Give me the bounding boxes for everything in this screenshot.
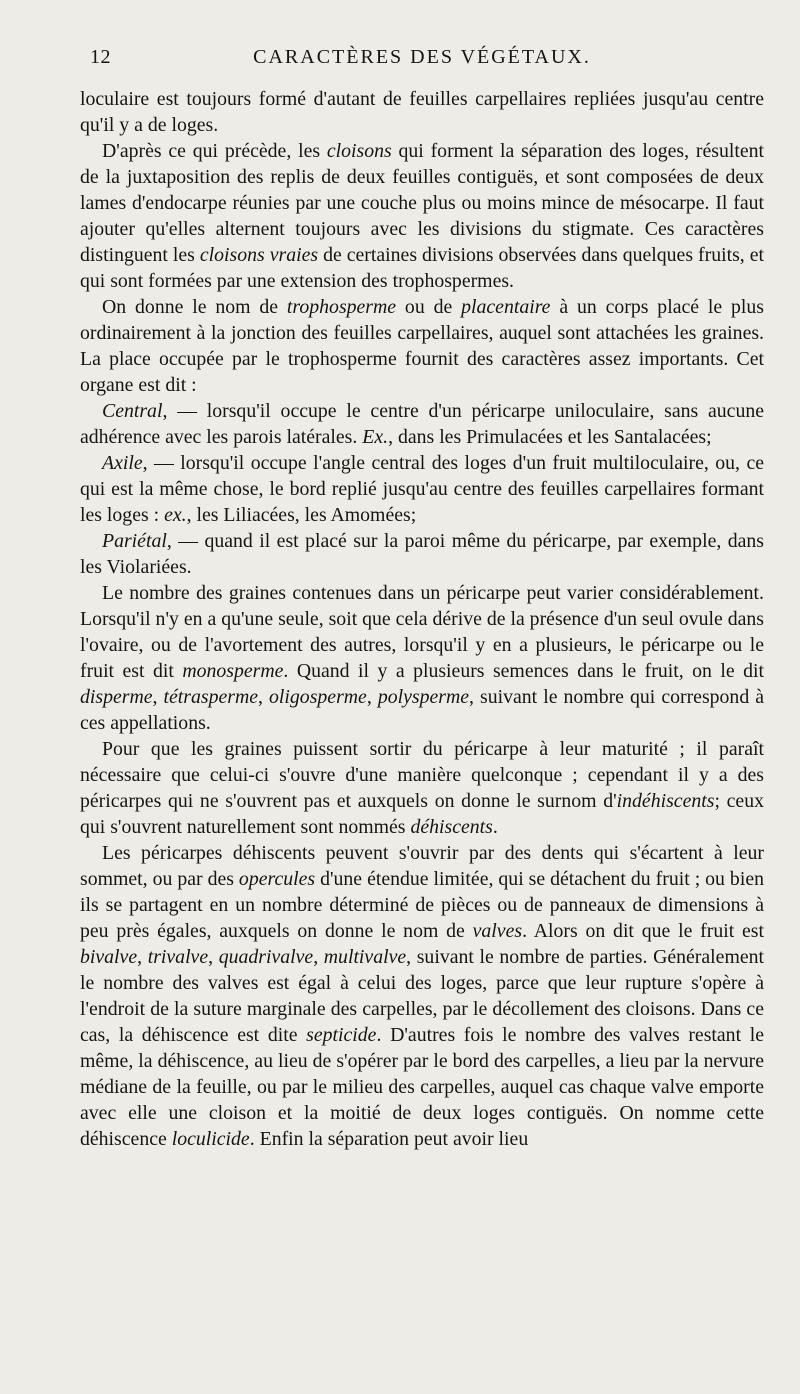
italic-term: quadrivalve: [218, 946, 314, 968]
italic-term: oligosperme: [269, 686, 367, 708]
text-run: . Enfin la séparation peut avoir lieu: [249, 1128, 529, 1150]
italic-term: disperme: [80, 686, 153, 708]
italic-term: déhiscents: [410, 816, 493, 838]
text-run: ,: [366, 686, 378, 708]
italic-term: septicide: [306, 1024, 377, 1046]
text-run: . Quand il y a plusieurs semences dans le fruit, on le dit: [283, 660, 765, 682]
text-run: On donne le nom de: [102, 296, 287, 318]
italic-term: monosperme: [182, 660, 284, 682]
text-run: , suivant le nombre de parties. Généralement le nombre des valves est égal à celui des loges, parce que leur rupture s'opère à l'endroit de la suture marginale des carpelles, par le décollement des cloisons. Dans ce cas, la déhiscence est dite: [80, 946, 764, 1046]
text-run: ,: [313, 946, 324, 968]
text-run: , — quand il est placé sur la paroi même du péricarpe, par exemple, dans les Violariées.: [80, 530, 764, 578]
paragraph: [80, 294, 764, 398]
italic-term: polysperme: [377, 686, 470, 708]
text-run: ,: [208, 946, 219, 968]
text-run: , — lorsqu'il occupe le centre d'un péricarpe uniloculaire, sans aucune adhérence avec les parois latérales.: [80, 400, 764, 448]
italic-term: Ex.: [362, 426, 389, 448]
text-run: ,: [258, 686, 270, 708]
italic-term: tétrasperme: [163, 686, 259, 708]
italic-term: loculicide: [171, 1128, 250, 1150]
page-header: [80, 46, 764, 86]
italic-term: ex.: [164, 504, 187, 526]
text-run: loculaire est toujours formé d'autant de feuilles carpellaires repliées jusqu'au centre qu'il y a de loges.: [80, 88, 764, 136]
text-run: Les péricarpes déhiscents peuvent s'ouvrir par des dents qui s'écartent à leur sommet, ou par des: [80, 842, 764, 890]
text-run: Le nombre des graines contenues dans un péricarpe peut varier considérablement. Lorsqu'il n'y en a qu'une seule, soit que cela dérive de la présence d'un seul ovule dans l'ovaire, ou de l'avortement des autres, lorsqu'il y en a plusieurs, le péricarpe ou le fruit est dit: [80, 582, 764, 682]
paragraph: [80, 138, 764, 294]
text-run: qui forment la séparation des loges, résultent de la juxtaposition des replis de deux feuilles contiguës, et sont composées de deux lames d'endocarpe réunies par une couche plus ou moins mince de mésocarpe. Il faut ajouter qu'elles alternent toujours avec les divisions du stigmate. Ces caractères distinguent les: [80, 140, 764, 266]
text-run: ,: [152, 686, 164, 708]
text-run: ; ceux qui s'ouvrent naturellement sont nommés: [80, 790, 764, 838]
italic-term: placentaire: [461, 296, 551, 318]
text-run: , — lorsqu'il occupe l'angle central des loges d'un fruit multiloculaire, ou, ce qui est la même chose, le bord replié jusqu'au centre des feuilles carpellaires formant les loges :: [80, 452, 764, 526]
italic-term: indéhiscents: [616, 790, 715, 812]
paragraph: [80, 580, 764, 736]
italic-term: Axile: [102, 452, 143, 474]
paragraph: [80, 528, 764, 580]
paragraph: [80, 86, 764, 138]
text-run: ,: [137, 946, 148, 968]
italic-term: cloisons vraies: [199, 244, 319, 266]
italic-term: opercules: [238, 868, 316, 890]
paragraph: [80, 450, 764, 528]
italic-term: Pariétal: [102, 530, 167, 552]
italic-term: trophosperme: [286, 296, 397, 318]
text-run: D'après ce qui précède, les: [102, 140, 327, 162]
italic-term: Central: [102, 400, 163, 422]
text-run: d'une étendue limitée, qui se détachent du fruit ; ou bien ils se partagent en un nombre déterminé de pièces ou de panneaux de dimensions à peu près égales, auxquels on donne le nom de: [80, 868, 764, 942]
italic-term: bivalve: [80, 946, 138, 968]
text-run: , suivant le nombre qui correspond à ces appellations.: [80, 686, 765, 734]
body-text: [80, 86, 764, 1152]
italic-term: trivalve: [147, 946, 209, 968]
text-run: , les Liliacées, les Amomées;: [186, 504, 417, 526]
page-number: 12: [90, 46, 111, 68]
paragraph: [80, 398, 764, 450]
text-run: de certaines divisions observées dans quelques fruits, et qui sont formées par une extension des trophospermes.: [80, 244, 764, 292]
text-run: Pour que les graines puissent sortir du péricarpe à leur maturité ; il paraît nécessaire que celui-ci s'ouvre d'une manière quelconque ; cependant il y a des péricarpes qui ne s'ouvrent pas et auxquels on donne le surnom d': [80, 738, 764, 812]
text-run: . D'autres fois le nombre des valves restant le même, la déhiscence, au lieu de s'opérer par le bord des carpelles, a lieu par la nervure médiane de la feuille, ou par le milieu des carpelles, auquel cas chaque valve emporte avec elle une cloison et la moitié de deux loges contiguës. On nomme cette déhiscence: [80, 1024, 765, 1150]
text-run: .: [492, 816, 498, 838]
text-run: ou de: [396, 296, 462, 318]
italic-term: valves: [472, 920, 523, 942]
text-run: . Alors on dit que le fruit est: [522, 920, 764, 942]
italic-term: cloisons: [326, 140, 392, 162]
italic-term: multivalve: [323, 946, 407, 968]
running-title: CARACTÈRES DES VÉGÉTAUX.: [253, 46, 591, 68]
text-run: à un corps placé le plus ordinairement à la jonction des feuilles carpellaires, auquel sont attachées les graines. La place occupée par le trophosperme fournit des caractères assez importants. Cet organe est dit :: [80, 296, 764, 396]
text-run: , dans les Primulacées et les Santalacées;: [388, 426, 712, 448]
paragraph: [80, 736, 764, 840]
paragraph: [80, 840, 764, 1152]
